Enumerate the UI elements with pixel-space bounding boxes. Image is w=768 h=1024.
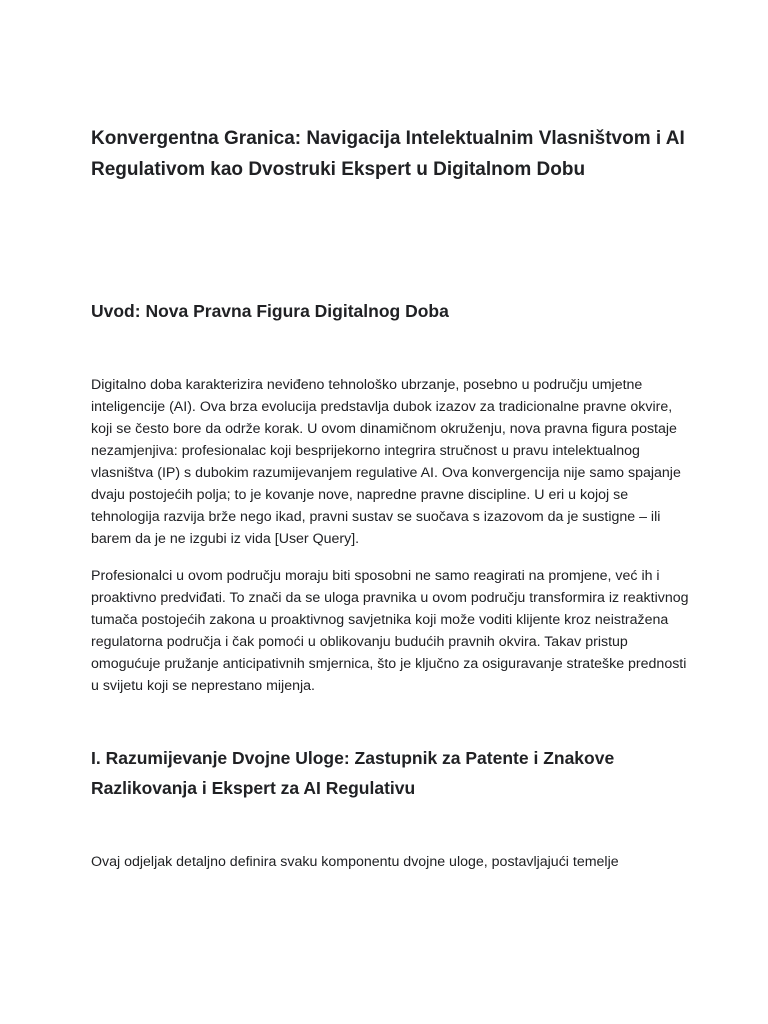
dual-role-paragraph-1: Ovaj odjeljak detaljno definira svaku komponentu dvojne uloge, postavljajući temelje (91, 853, 619, 870)
section-heading-dual-role: I. Razumijevanje Dvojne Uloge: Zastupnik za Patente i Znakove Razlikovanja i Ekspert za AI Regulativu (91, 747, 615, 798)
document-page (91, 124, 691, 873)
document-title: Konvergentna Granica: Navigacija Intelektualnim Vlasništvom i AI Regulativom kao Dvostruki Ekspert u Digitalnom Dobu (91, 128, 685, 180)
intro-paragraph-1: Digitalno doba karakterizira neviđeno tehnološko ubrzanje, posebno u području umjetne inteligencije (AI). Ova brza evolucija predstavlja dubok izazov za tradicionalne pravne okvire, koji se često bore da održe korak. U ovom dinamičnom okruženju, nova pravna figura postaje nezamjenjiva: profesionalac koji besprijekorno integrira stručnost u pravu intelektualnog vlasništva (IP) s dubokim razumijevanjem regulative AI. Ova konvergencija nije samo spajanje dvaju postojećih polja; to je kovanje nove, napredne pravne discipline. U eri u kojoj se tehnologija razvija brže nego ikad, pravni sustav se suočava s izazovom da je sustigne – ili barem da je ne izgubi iz vida [User Query]. (91, 376, 681, 547)
intro-paragraph-2: Profesionalci u ovom području moraju biti sposobni ne samo reagirati na promjene, već ih i proaktivno predviđati. To znači da se uloga pravnika u ovom području transformira iz reaktivnog tumača postojećih zakona u proaktivnog savjetnika koji može voditi klijente kroz neistražena regulatorna područja i čak pomoći u oblikovanju budućih pravnih okvira. Takav pristup omogućuje pružanje anticipativnih smjernica, što je ključno za osiguravanje strateške prednosti u svijetu koji se neprestano mijenja. (91, 567, 689, 694)
section-heading-intro: Uvod: Nova Pravna Figura Digitalnog Doba (91, 301, 449, 321)
